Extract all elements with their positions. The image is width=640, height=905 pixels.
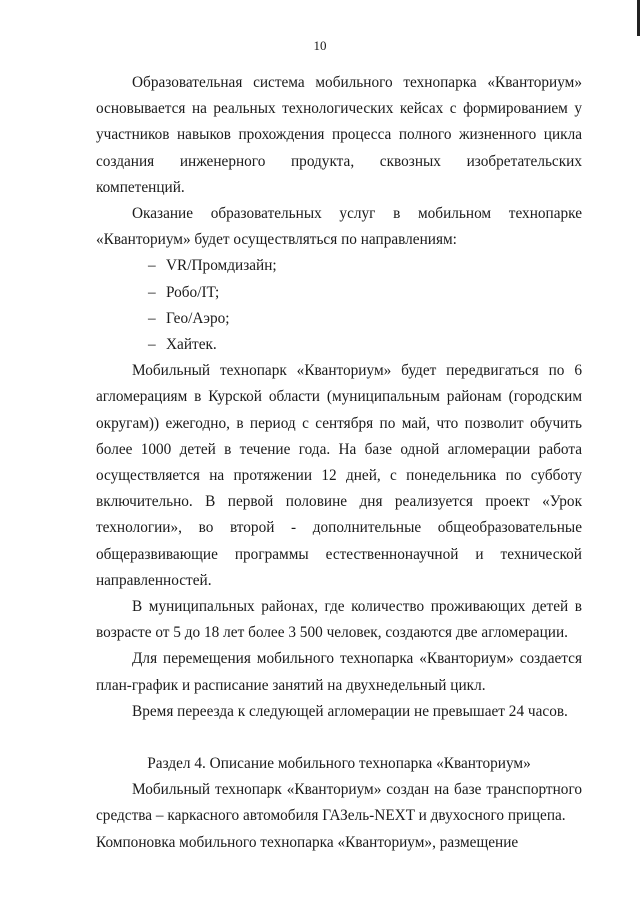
list-dash: – [148,336,156,354]
paragraph-municipal-districts: В муниципальных районах, где количество проживающих детей в возрасте от 5 до 18 лет более 3 500 человек, создаются две агломерации. [96,598,582,642]
paragraph-agglomerations: Мобильный технопарк «Кванториум» будет передвигаться по 6 агломерациям в Курской области (муниципальным районам (городским округам)) ежегодно, в период с сентября по май, что позволит обучить более 1000 детей в течение года. На базе одной агломерации работа осуществляется на протяжении 12 дней, с понедельника по субботу включительно. В первой половине дня реализуется проект «Урок технологии», во второй - дополнительные общеобразовательные общеразвивающие программы естественнонаучной и технической направленностей. [96,362,582,589]
paragraph-schedule: Для перемещения мобильного технопарка «Кванториум» создается план-график и расписание занятий на двухнедельный цикл. [96,650,582,694]
list-item-text: VR/Промдизайн; [166,257,277,275]
paragraph-services: Оказание образовательных услуг в мобильном технопарке «Кванториум» будет осуществляться по направлениям: [96,205,582,249]
list-item-text: Гео/Аэро; [166,309,230,327]
page-number: 10 [313,38,327,53]
list-item-text: Робо/IT; [166,283,220,301]
list-item [96,253,582,279]
document-body [96,70,582,856]
directions-list [96,253,582,358]
paragraph-education-system: Образовательная система мобильного технопарка «Кванториум» основывается на реальных технологических кейсах с формированием у участников навыков прохождения процесса полного жизненного цикла создания инженерного продукта, сквозных изобретательских компетенций. [96,74,582,196]
list-dash: – [148,309,156,327]
list-item [96,332,582,358]
paragraph-vehicle: Мобильный технопарк «Кванториум» создан на базе транспортного средства – каркасного автомобиля ГАЗель-NEXT и двухосного прицепа. [96,781,582,825]
paragraph-relocation-time: Время переезда к следующей агломерации не превышает 24 часов. [132,702,568,720]
list-item [96,280,582,306]
paragraph-layout: Компоновка мобильного технопарка «Кванториум», размещение [96,833,519,851]
list-item-text: Хайтек. [166,336,217,354]
section-heading: Раздел 4. Описание мобильного технопарка «Кванториум» [147,755,531,773]
list-dash: – [148,257,156,275]
list-dash: – [148,283,156,301]
list-item [96,306,582,332]
